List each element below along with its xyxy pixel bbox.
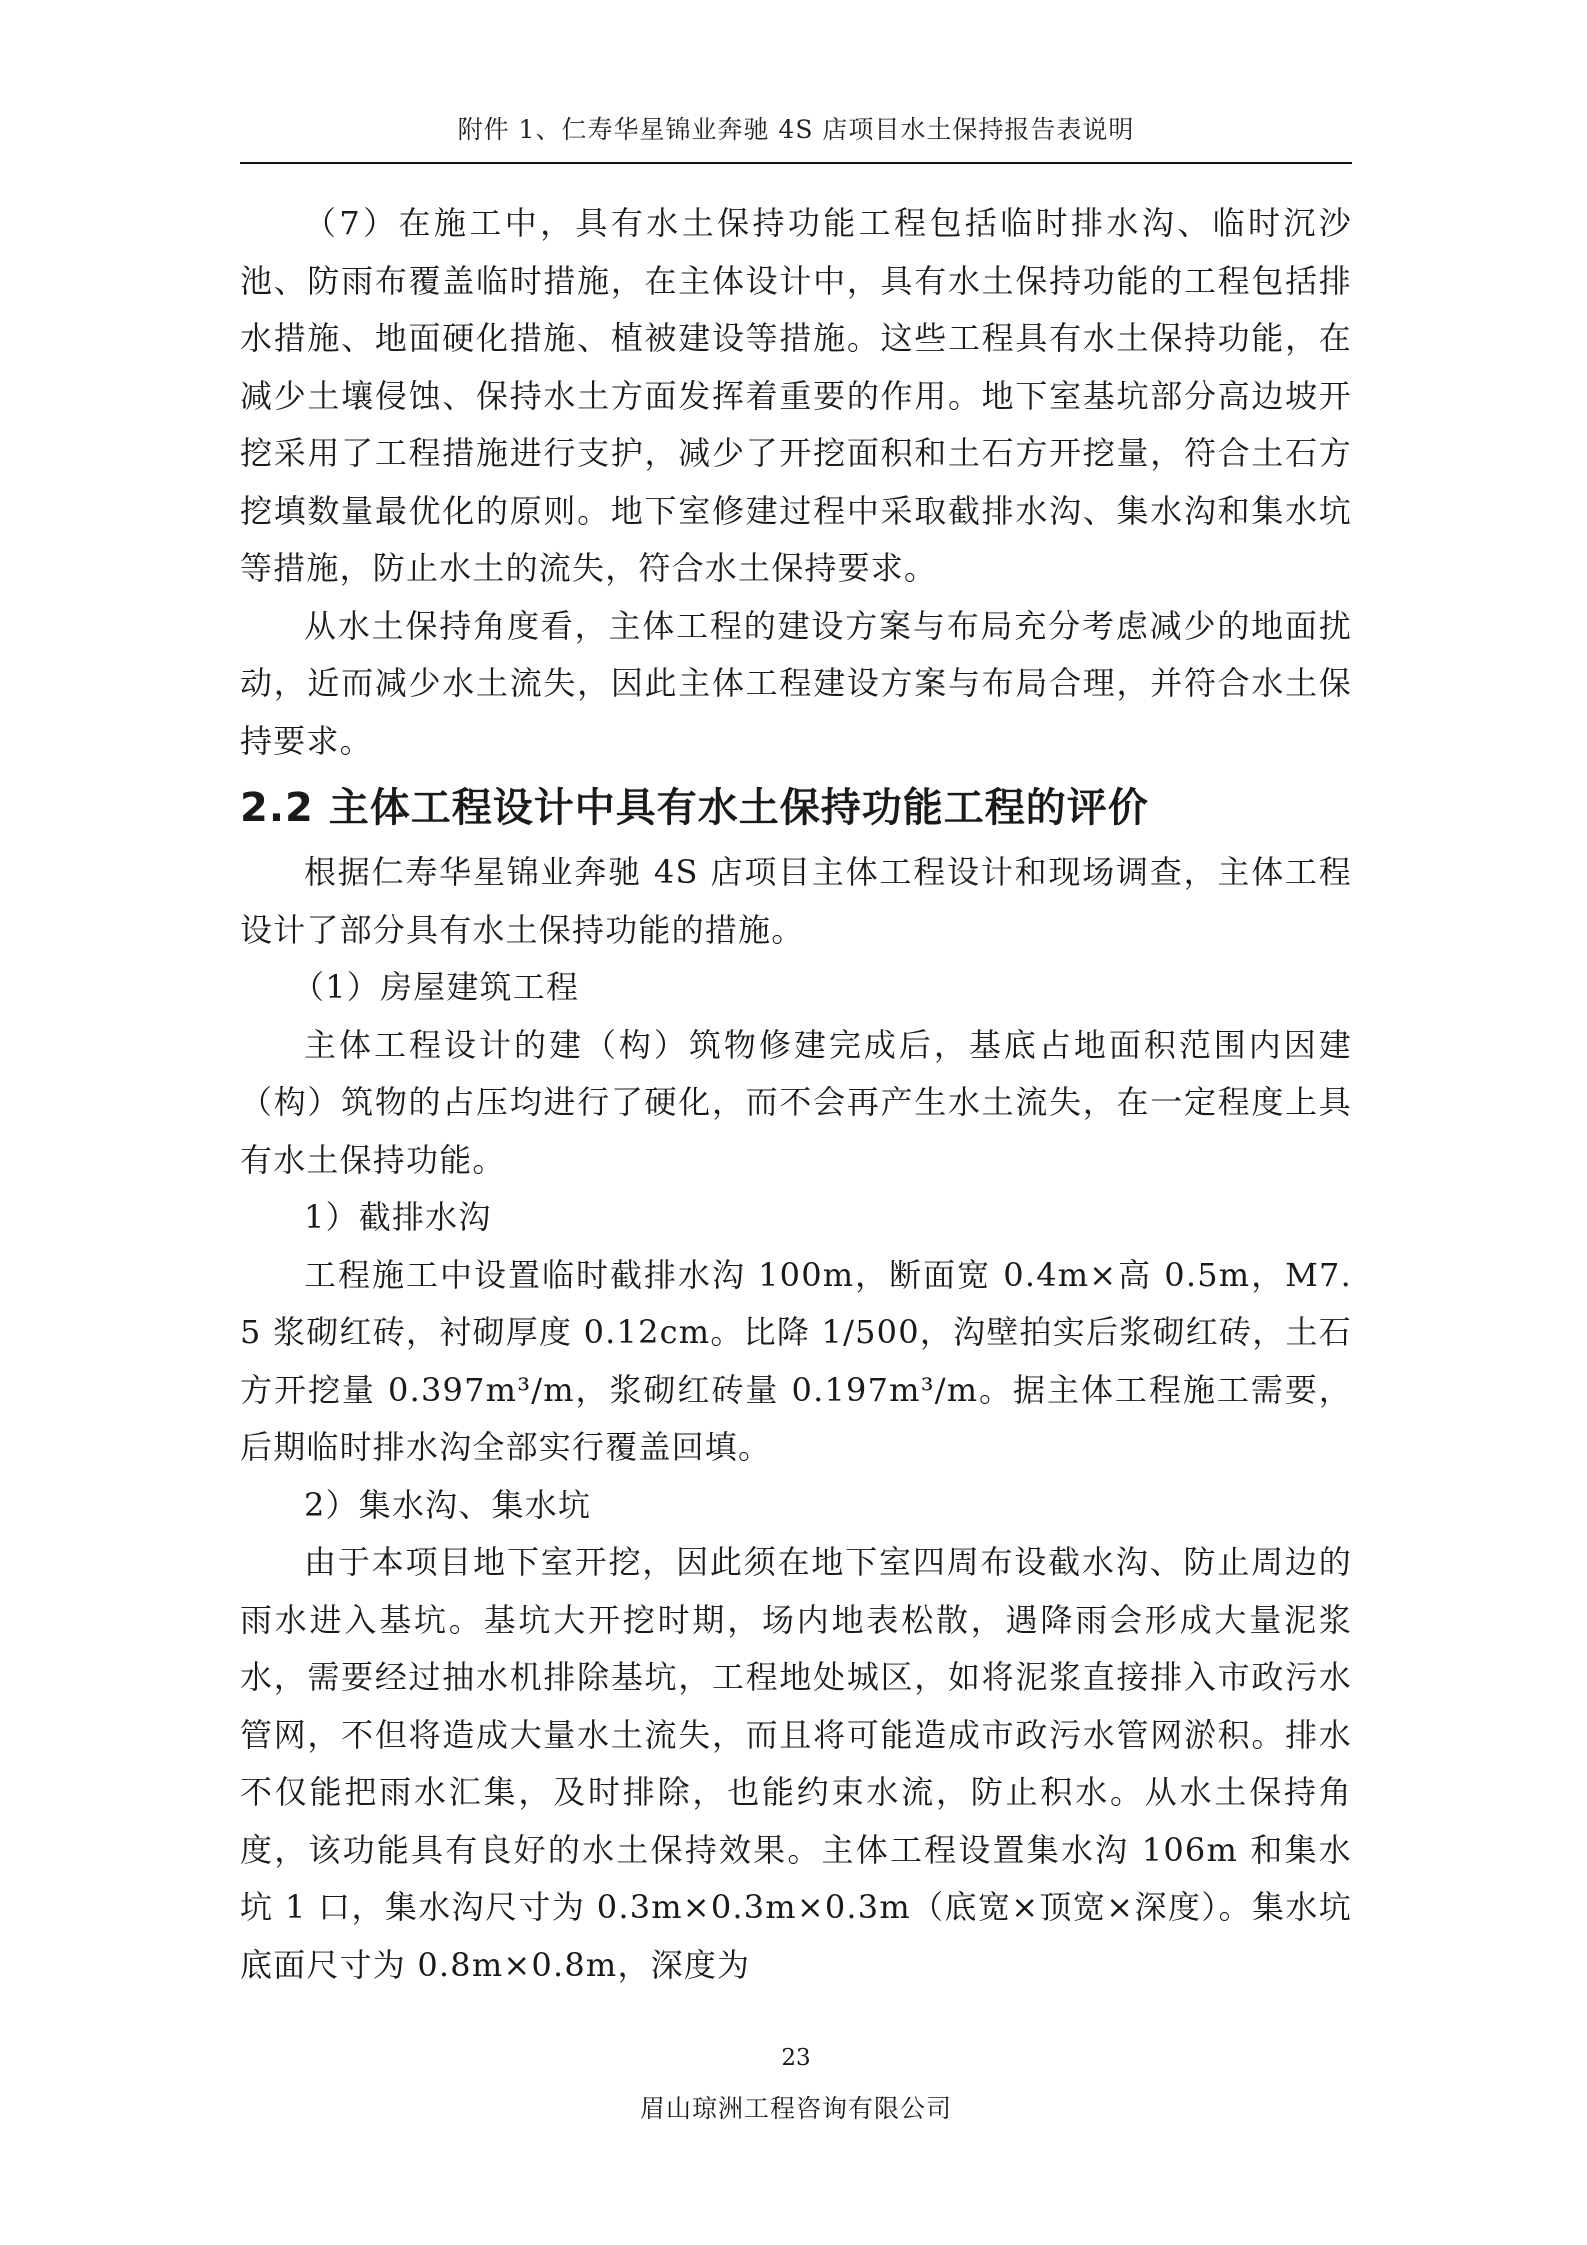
document-body [240, 195, 1352, 1994]
header-rule [240, 162, 1352, 164]
subitem-drainage-ditch: 1）截排水沟 [304, 1198, 492, 1236]
paragraph-soil-conservation-view: 从水土保持角度看，主体工程的建设方案与布局充分考虑减少的地面扰动，近而减少水土流失，因此主体工程建设方案与布局合理，并符合水土保持要求。 [240, 606, 1352, 760]
paragraph-collection-ditch-pit: 由于本项目地下室开挖，因此须在地下室四周布设截水沟、防止周边的雨水进入基坑。基坑大开挖时期，场内地表松散，遇降雨会形成大量泥浆水，需要经过抽水机排除基坑，工程地处城区，如将泥浆直接排入市政污水管网，不但将造成大量水土流失，而且将可能造成市政污水管网淤积。排水不仅能把雨水汇集，及时排除，也能约束水流，防止积水。从水土保持角度，该功能具有良好的水土保持效果。主体工程设置集水沟 106m 和集水坑 1 口，集水沟尺寸为 0.3m×0.3m×0.3m（底宽×顶宽×深度）。集水坑底面尺寸为 0.8m×0.8m，深度为 [240, 1543, 1352, 1984]
paragraph-drainage-ditch: 工程施工中设置临时截排水沟 100m，断面宽 0.4m×高 0.5m，M7.5 浆砌红砖，衬砌厚度 0.12cm。比降 1/500，沟壁拍实后浆砌红砖，土石方开挖量 0.397m³/m，浆砌红砖量 0.197m³/m。据主体工程施工需要，后期临时排水沟全部实行覆盖回填。 [240, 1255, 1352, 1466]
subitem-collection-ditch-pit: 2）集水沟、集水坑 [304, 1485, 592, 1524]
paragraph-construction-measures: （7）在施工中，具有水土保持功能工程包括临时排水沟、临时沉沙池、防雨布覆盖临时措施，在主体设计中，具有水土保持功能的工程包括排水措施、地面硬化措施、植被建设等措施。这些工程具有水土保持功能，在减少土壤侵蚀、保持水土方面发挥着重要的作用。地下室基坑部分高边坡开挖采用了工程措施进行支护，减少了开挖面积和土石方开挖量，符合土石方挖填数量最优化的原则。地下室修建过程中采取截排水沟、集水沟和集水坑等措施，防止水土的流失，符合水土保持要求。 [240, 204, 1352, 587]
page-footer-company: 眉山琼洲工程咨询有限公司 [639, 2094, 952, 2123]
page-number: 23 [781, 2045, 811, 2071]
list-item-building-works: （1）房屋建筑工程 [292, 968, 580, 1006]
section-heading: 2.2 主体工程设计中具有水土保持功能工程的评价 [240, 785, 1149, 831]
page-header: 附件 1、仁寿华星锦业奔驰 4S 店项目水土保持报告表说明 [457, 115, 1135, 144]
paragraph-evaluation-intro: 根据仁寿华星锦业奔驰 4S 店项目主体工程设计和现场调查，主体工程设计了部分具有水土保持功能的措施。 [240, 853, 1352, 949]
paragraph-building-works: 主体工程设计的建（构）筑物修建完成后，基底占地面积范围内因建（构）筑物的占压均进行了硬化，而不会再产生水土流失，在一定程度上具有水土保持功能。 [240, 1025, 1352, 1179]
